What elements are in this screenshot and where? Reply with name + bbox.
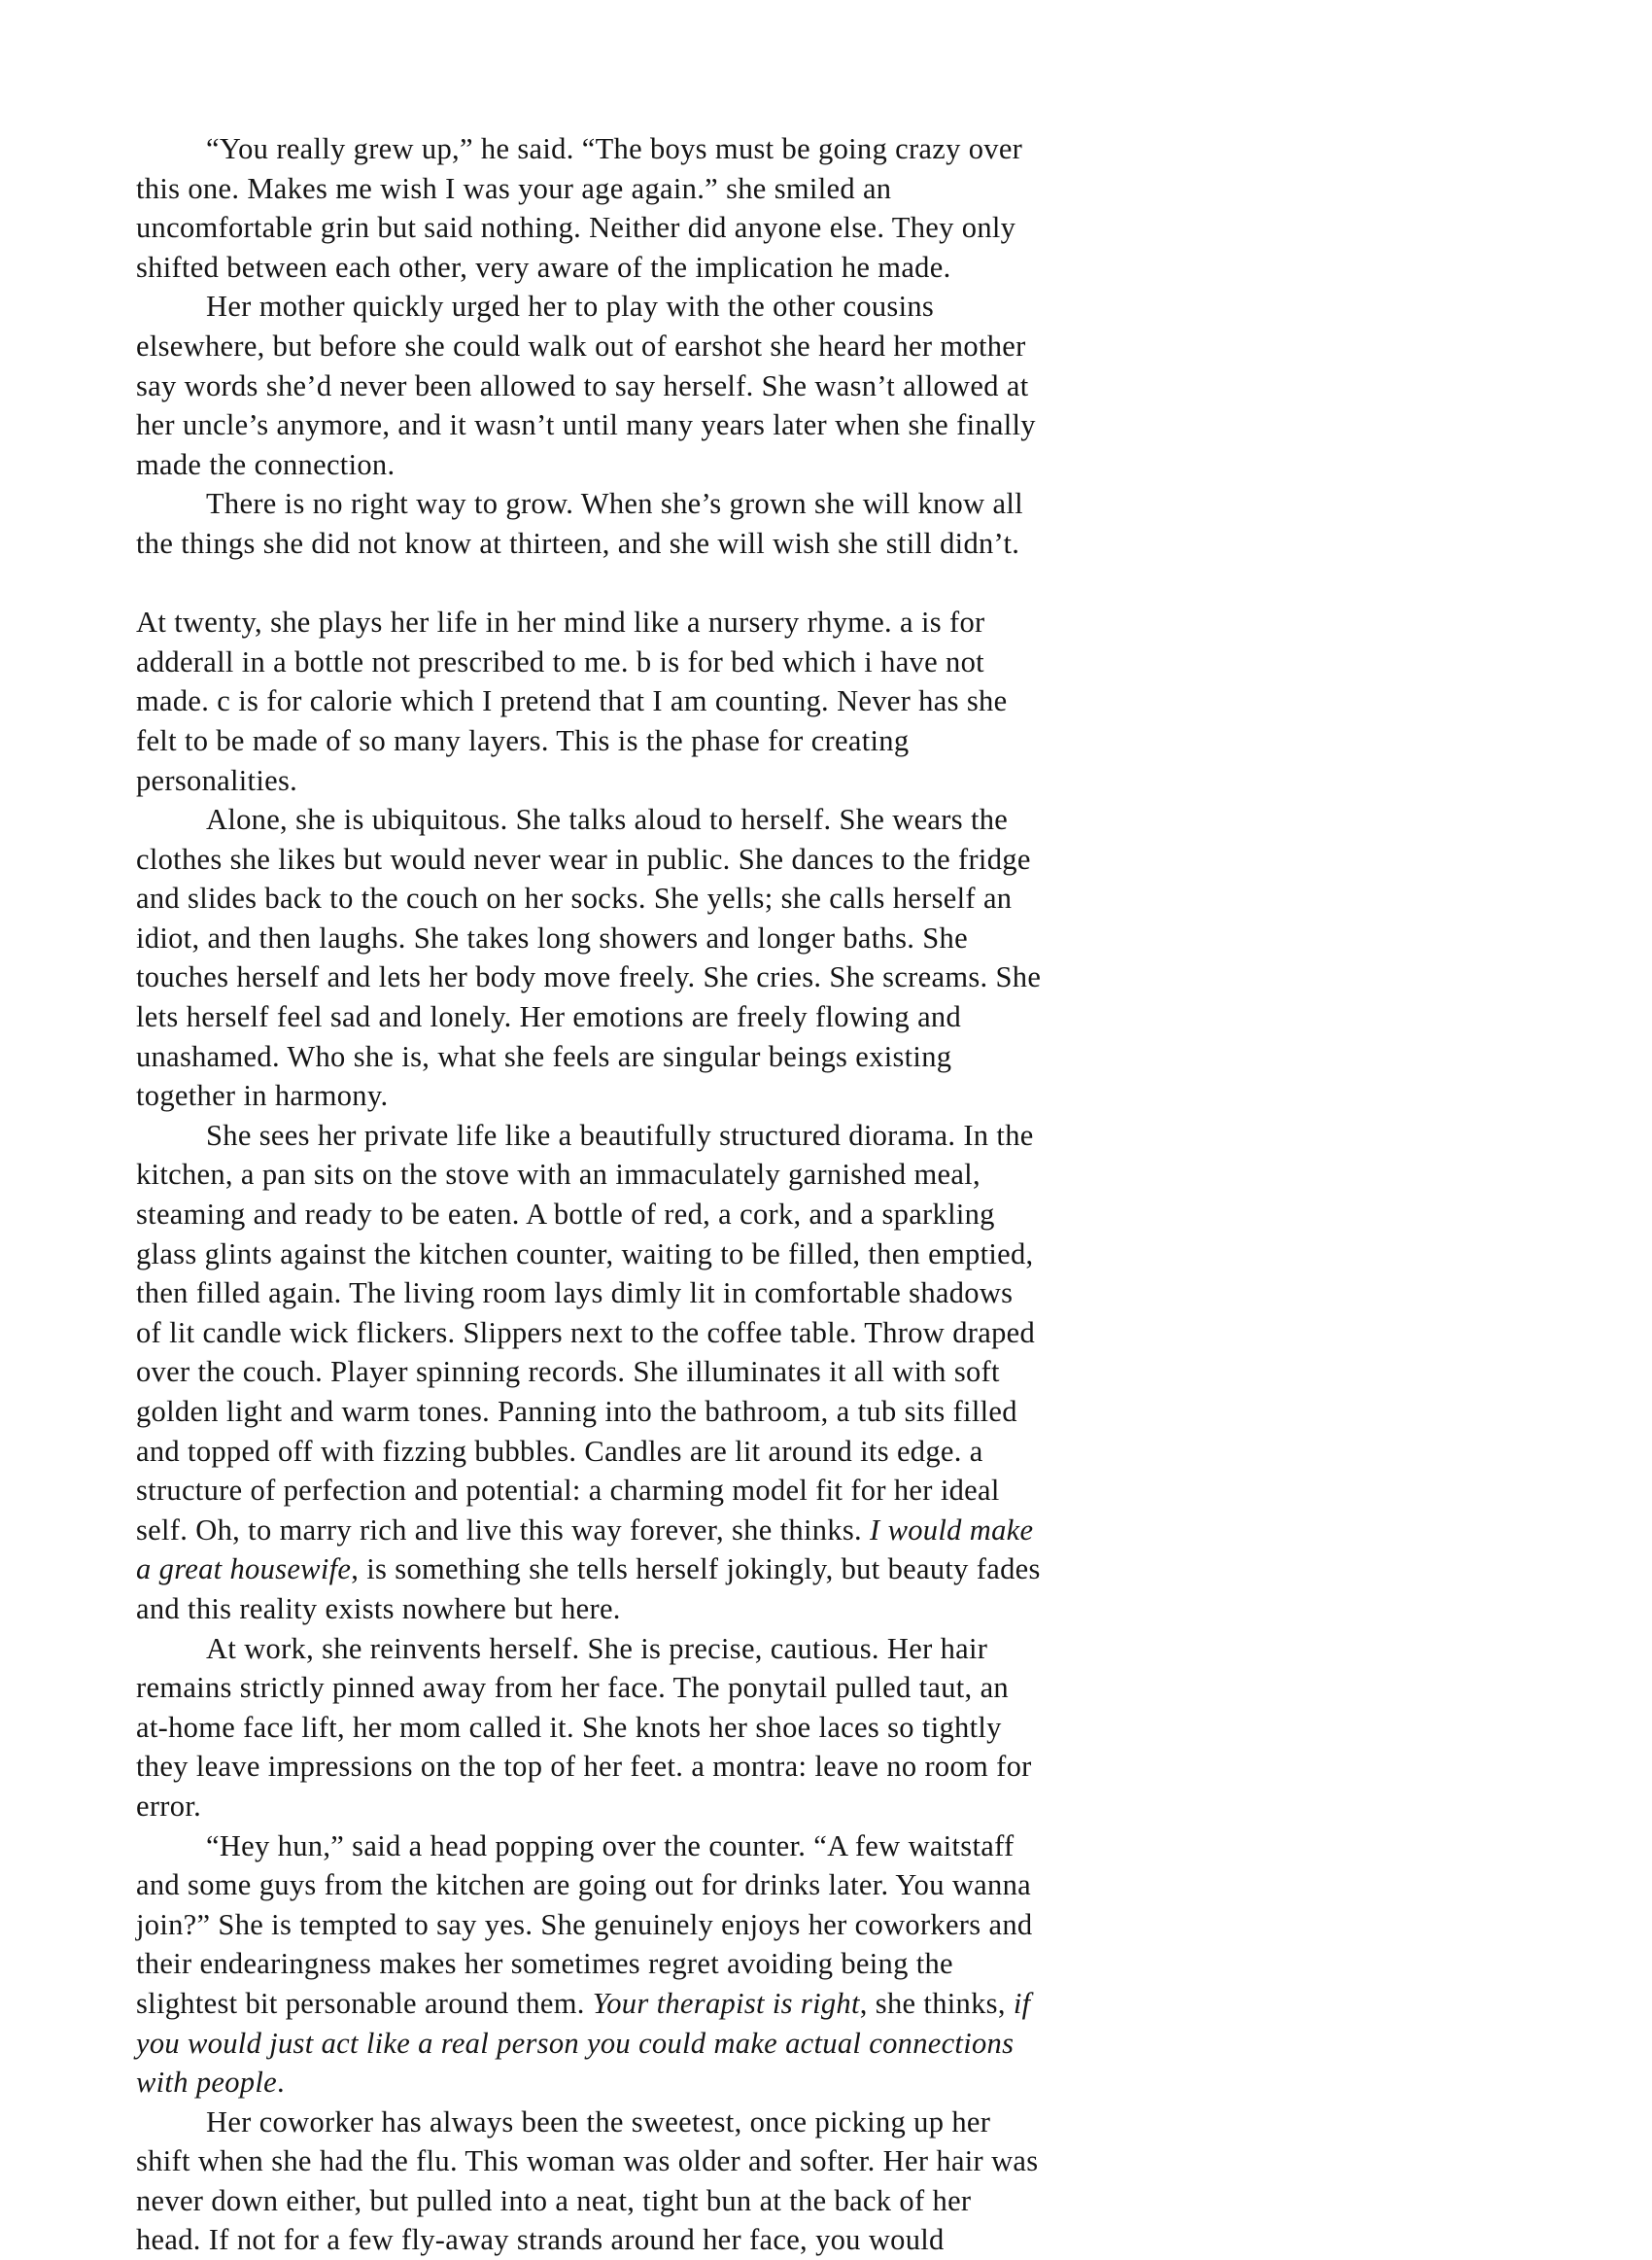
paragraph [136, 129, 1042, 287]
text-run: At work, she reinvents herself. She is precise, cautious. Her hair remains strictly pinned away from her face. The ponytail pulled taut, an at-home face lift, her mom called it. She knots her shoe laces so tightly they leave impressions on the top of her feet. a montra: leave no room for error. [136, 1631, 1032, 1823]
paragraph [136, 484, 1042, 563]
text-run: Alone, she is ubiquitous. She talks aloud to herself. She wears the clothes she likes but would never wear in public. She dances to the fridge and slides back to the couch on her socks. She yells; she calls herself an idiot, and then laughs. She takes long showers and longer baths. She touches herself and lets her body move freely. She cries. She screams. She lets herself feel sad and lonely. Her emotions are freely flowing and unashamed. Who she is, what she feels are singular beings existing together in harmony. [136, 803, 1042, 1113]
text-run: At twenty, she plays her life in her mind like a nursery rhyme. a is for adderall in a bottle not prescribed to me. b is for bed which i have not made. c is for calorie which I pretend that I am counting. Never has she felt to be made of so many layers. This is the phase for creating personalities. [136, 606, 1008, 797]
text-column [136, 129, 1042, 2260]
italic-run: if you would just act like a real person you could make actual connections with people [136, 1986, 1031, 2100]
text-run: Her coworker has always been the sweetest, once picking up her shift when she had the flu. This woman was older and softer. Her hair was never down either, but pulled into a neat, tight bun at the back of her head. If not for a few fly-away strands around her face, you would [136, 2104, 1039, 2257]
paragraph [136, 2103, 1042, 2260]
paragraph [136, 800, 1042, 1116]
text-run: She sees her private life like a beautifully structured diorama. In the kitchen, a pan sits on the stove with an immaculately garnished meal, steaming and ready to be eaten. A bottle of red, a cork, and a sparkling glass glints against the kitchen counter, waiting to be filled, then emptied, then filled again. The living room lays dimly lit in comfortable shadows of lit candle wick flickers. Slippers next to the coffee table. Throw draped over the couch. Player spinning records. She illuminates it all with soft golden light and warm tones. Panning into the bathroom, a tub sits filled and topped off with fizzing bubbles. Candles are lit around its edge. a structure of perfection and potential: a charming model fit for her ideal self. Oh, to marry rich and live this way forever, she thinks. [136, 1118, 1036, 1547]
text-run: , she thinks, [859, 1986, 1014, 2020]
italic-run: Your therapist is right [592, 1986, 860, 2020]
text-run: “Hey hun,” said a head popping over the counter. “A few waitstaff and some guys from the kitchen are going out for drinks later. You wanna join?” She is tempted to say yes. She genuinely enjoys her coworkers and their endearingness makes her sometimes regret avoiding being the slightest bit personable around them. [136, 1828, 1033, 2020]
paragraph [136, 287, 1042, 484]
text-run: There is no right way to grow. When she’s grown she will know all the things she did not know at thirteen, and she will wish she still didn’t. [136, 487, 1023, 560]
text-run: , is something she tells herself jokingly, but beauty fades and this reality exists nowhere but here. [136, 1552, 1041, 1625]
paragraph [136, 1629, 1042, 1826]
paragraph [136, 1116, 1042, 1629]
text-run: Her mother quickly urged her to play with the other cousins elsewhere, but before she could walk out of earshot she heard her mother say words she’d never been allowed to say herself. She wasn’t allowed at her uncle’s anymore, and it wasn’t until many years later when she finally made the connection. [136, 290, 1036, 481]
text-run: “You really grew up,” he said. “The boys must be going crazy over this one. Makes me wish I was your age again.” she smiled an uncomfortable grin but said nothing. Neither did anyone else. They only shifted between each other, very aware of the implication he made. [136, 132, 1023, 284]
section-break [136, 564, 1042, 604]
text-run: . [276, 2066, 285, 2100]
paragraph [136, 1826, 1042, 2103]
italic-run: I would make a great housewife [136, 1512, 1034, 1586]
paragraph [136, 603, 1042, 800]
